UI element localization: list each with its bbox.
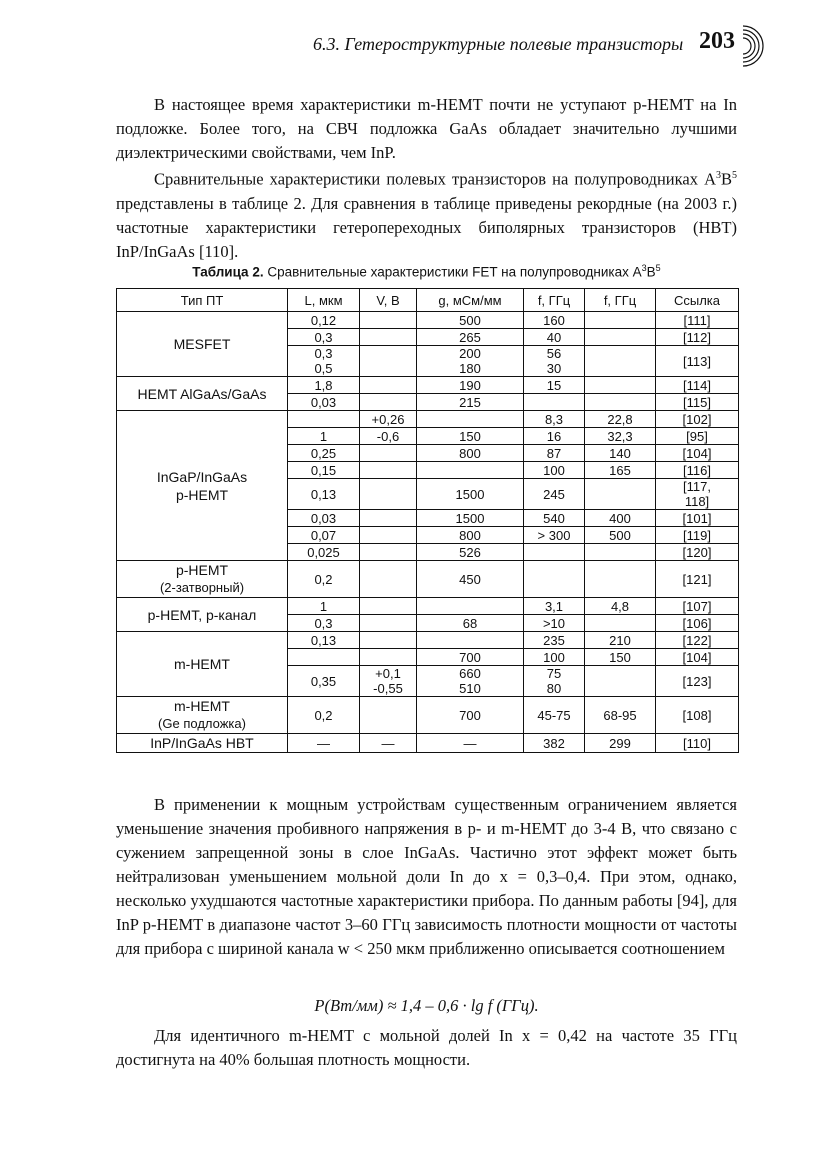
paragraph-2 (116, 164, 737, 264)
cell: 1500 (417, 510, 524, 527)
cell: 500 (417, 312, 524, 329)
cell (585, 394, 656, 411)
cell: 540 (524, 510, 585, 527)
cell: 3,1 (524, 598, 585, 615)
cell: 382 (524, 734, 585, 753)
table-caption-text: Сравнительные характеристики FET на полупроводниках A (263, 264, 642, 280)
cell (360, 598, 417, 615)
cell: — (417, 734, 524, 753)
cell: 0,35 (288, 666, 360, 697)
running-header (313, 30, 758, 70)
table-row (117, 377, 739, 394)
cell: [115] (656, 394, 739, 411)
cell: 15 (524, 377, 585, 394)
cell (288, 411, 360, 428)
cell: 75 80 (524, 666, 585, 697)
cell: [116] (656, 462, 739, 479)
cell: 660 510 (417, 666, 524, 697)
cell (288, 649, 360, 666)
cell: -0,6 (360, 428, 417, 445)
cell: [106] (656, 615, 739, 632)
superscript: 5 (655, 263, 661, 273)
cell: 0,3 (288, 615, 360, 632)
cell (585, 561, 656, 598)
cell: 235 (524, 632, 585, 649)
cell: 0,3 0,5 (288, 346, 360, 377)
cell: 0,03 (288, 510, 360, 527)
cell: [113] (656, 346, 739, 377)
cell: [121] (656, 561, 739, 598)
cell (360, 561, 417, 598)
paragraph-1 (116, 93, 737, 165)
cell: 200 180 (417, 346, 524, 377)
cell (360, 615, 417, 632)
cell: 800 (417, 527, 524, 544)
cell: 150 (585, 649, 656, 666)
cell: 0,2 (288, 697, 360, 734)
cell (360, 544, 417, 561)
table-row (117, 411, 739, 428)
header-threshold-voltage: V, В (360, 289, 417, 312)
cell: — (288, 734, 360, 753)
cell: 140 (585, 445, 656, 462)
cell: 32,3 (585, 428, 656, 445)
superscript: 3 (641, 263, 647, 273)
cell: +0,1 -0,55 (360, 666, 417, 697)
cell: [122] (656, 632, 739, 649)
table-row (117, 697, 739, 734)
cell (585, 312, 656, 329)
cell: 1500 (417, 479, 524, 510)
cell: [123] (656, 666, 739, 697)
paragraph-2-text-a: Сравнительные характеристики полевых транзисторов на полупроводниках A (154, 169, 716, 189)
type-phemt-dual-gate: p-HEMT (2-затворный) (117, 561, 288, 598)
cell (417, 632, 524, 649)
cell: — (360, 734, 417, 753)
fet-comparison-table (116, 288, 739, 753)
cell: >10 (524, 615, 585, 632)
cell: [101] (656, 510, 739, 527)
cell (585, 479, 656, 510)
cell: [119] (656, 527, 739, 544)
cell: [95] (656, 428, 739, 445)
cell: 0,2 (288, 561, 360, 598)
cell (360, 632, 417, 649)
cell (417, 462, 524, 479)
cell: [110] (656, 734, 739, 753)
cell: 87 (524, 445, 585, 462)
cell: 700 (417, 697, 524, 734)
table-row (117, 598, 739, 615)
paragraph-4 (116, 1024, 737, 1072)
table-row (117, 312, 739, 329)
page-number-swirl-icon (723, 22, 771, 70)
cell (360, 510, 417, 527)
cell: [107] (656, 598, 739, 615)
paragraph-3-text: В применении к мощным устройствам существенным ограничением является уменьшение значения пробивного напряжения в p- и m-HEMT до 3-4 В, что связано с сужением запрещенной зоны в слое InGaAs. Частично этот эффект может быть нейтрализован уменьшением мольной доли In до x = 0,3–0,4. При этом, однако, несколько ухудшаются частотные характеристики прибора. По данным работы [94], для InP p-HEMT в диапазоне частот 3–60 ГГц зависимость плотности мощности от частоты для прибора с шириной канала w < 250 мкм приближенно описывается соотношением (116, 795, 737, 958)
cell (360, 697, 417, 734)
header-reference: Ссылка (656, 289, 739, 312)
cell (524, 544, 585, 561)
cell: 0,12 (288, 312, 360, 329)
cell (585, 615, 656, 632)
cell: 160 (524, 312, 585, 329)
header-transconductance: g, мСм/мм (417, 289, 524, 312)
cell: 16 (524, 428, 585, 445)
cell: 265 (417, 329, 524, 346)
type-mhemt: m-HEMT (117, 632, 288, 697)
cell: 1,8 (288, 377, 360, 394)
cell: 210 (585, 632, 656, 649)
cell (585, 346, 656, 377)
cell: 165 (585, 462, 656, 479)
cell: 190 (417, 377, 524, 394)
cell: 56 30 (524, 346, 585, 377)
cell: 500 (585, 527, 656, 544)
cell: 400 (585, 510, 656, 527)
cell: 1 (288, 428, 360, 445)
paragraph-4-text: Для идентичного m-HEMT с мольной долей In x = 0,42 на частоте 35 ГГц достигнута на 40% большая плотность мощности. (116, 1026, 737, 1069)
cell (585, 329, 656, 346)
running-header-title: 6.3. Гетероструктурные полевые транзисторы (313, 34, 684, 54)
superscript: 5 (732, 170, 737, 181)
cell: 1 (288, 598, 360, 615)
cell: 0,13 (288, 479, 360, 510)
cell: [114] (656, 377, 739, 394)
paragraph-2-text-b: B (720, 169, 732, 189)
cell: 800 (417, 445, 524, 462)
power-density-formula: P(Вт/мм) ≈ 1,4 – 0,6 · lg f (ГГц). (314, 996, 539, 1015)
cell: [112] (656, 329, 739, 346)
cell: 0,25 (288, 445, 360, 462)
cell: [117, 118] (656, 479, 739, 510)
cell: 100 (524, 649, 585, 666)
type-phemt-p-channel: p-HEMT, p-канал (117, 598, 288, 632)
cell: 0,3 (288, 329, 360, 346)
cell: > 300 (524, 527, 585, 544)
type-mhemt-ge: m-HEMT (Ge подложка) (117, 697, 288, 734)
cell (360, 329, 417, 346)
cell (417, 598, 524, 615)
cell: 700 (417, 649, 524, 666)
cell (360, 445, 417, 462)
cell (360, 649, 417, 666)
cell: [108] (656, 697, 739, 734)
cell: 40 (524, 329, 585, 346)
cell: 100 (524, 462, 585, 479)
cell: 0,07 (288, 527, 360, 544)
cell: 150 (417, 428, 524, 445)
cell (585, 377, 656, 394)
cell: [111] (656, 312, 739, 329)
table-caption-label: Таблица 2. (192, 264, 264, 280)
type-mesfet: MESFET (117, 312, 288, 377)
cell (360, 312, 417, 329)
cell: [120] (656, 544, 739, 561)
cell: 0,15 (288, 462, 360, 479)
table-caption-text-b: B (646, 264, 656, 280)
cell: [104] (656, 445, 739, 462)
paragraph-2-text-c: представлены в таблице 2. Для сравнения в таблице приведены рекордные (на 2003 г.) частотные характеристики гетеропереходных биполярных транзисторов (HBT) InP/InGaAs [110]. (116, 193, 737, 261)
cell: 299 (585, 734, 656, 753)
cell (360, 527, 417, 544)
cell: 22,8 (585, 411, 656, 428)
table-header-row (117, 289, 739, 312)
header-max-frequency: f, ГГц (585, 289, 656, 312)
header-cutoff-frequency: f, ГГц (524, 289, 585, 312)
cell (360, 462, 417, 479)
cell: 4,8 (585, 598, 656, 615)
cell: 450 (417, 561, 524, 598)
cell (524, 561, 585, 598)
cell: 526 (417, 544, 524, 561)
cell: 45-75 (524, 697, 585, 734)
cell: 215 (417, 394, 524, 411)
paragraph-3 (116, 793, 737, 961)
cell (360, 346, 417, 377)
cell (360, 394, 417, 411)
cell: 68-95 (585, 697, 656, 734)
table-row (117, 632, 739, 649)
type-ingap-phemt: InGaP/InGaAs p-HEMT (117, 411, 288, 561)
cell: [102] (656, 411, 739, 428)
header-type: Тип ПТ (117, 289, 288, 312)
cell (585, 666, 656, 697)
cell (417, 411, 524, 428)
table-caption (116, 263, 737, 280)
type-hbt: InP/InGaAs HBT (117, 734, 288, 753)
cell: 245 (524, 479, 585, 510)
paragraph-1-text: В настоящее время характеристики m-HEMT почти не уступают p-HEMT на In подложке. Более того, на СВЧ подложка GaAs обладает значительно лучшими диэлектрическими свойствами, чем InP. (116, 95, 737, 162)
cell: 0,13 (288, 632, 360, 649)
cell: 8,3 (524, 411, 585, 428)
table-row (117, 561, 739, 598)
cell (360, 479, 417, 510)
cell: 0,025 (288, 544, 360, 561)
cell (360, 377, 417, 394)
cell (524, 394, 585, 411)
header-gate-length: L, мкм (288, 289, 360, 312)
page-number: 203 (699, 28, 735, 54)
cell: [104] (656, 649, 739, 666)
cell: +0,26 (360, 411, 417, 428)
cell: 68 (417, 615, 524, 632)
type-hemt-algaas: HEMT AlGaAs/GaAs (117, 377, 288, 411)
table-row (117, 734, 739, 753)
superscript: 3 (715, 170, 721, 181)
cell: 0,03 (288, 394, 360, 411)
cell (585, 544, 656, 561)
